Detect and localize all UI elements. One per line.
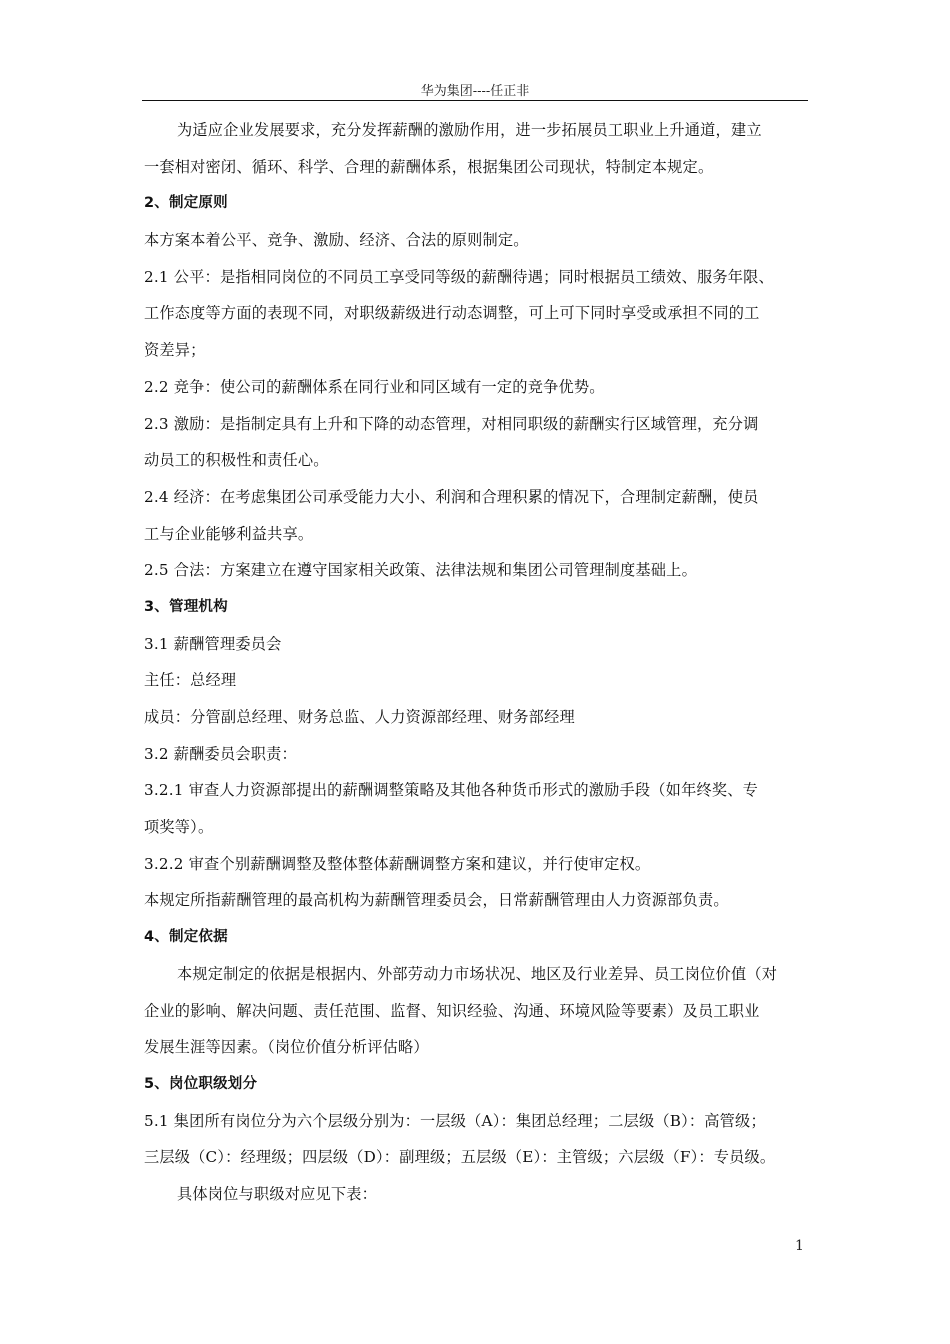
duty-3-2-1-line-2: 项奖等）。 xyxy=(144,818,214,837)
committee-title: 3.1 薪酬管理委员会 xyxy=(144,634,282,653)
committee-members: 成员：分管副总经理、财务总监、人力资源部经理、财务部经理 xyxy=(144,708,575,726)
page-number: 1 xyxy=(795,1238,804,1254)
section-5-heading: 5、岗位职级划分 xyxy=(144,1075,258,1092)
table-intro: 具体岗位与职级对应见下表： xyxy=(177,1184,378,1203)
page-header: 华为集团----任正非 xyxy=(420,84,530,99)
grade-division-line-2: 三层级（C）：经理级；四层级（D）：副理级；五层级（E）：主管级；六层级（F）：专员级。 xyxy=(144,1148,776,1167)
committee-duties-title: 3.2 薪酬委员会职责： xyxy=(144,744,297,763)
duty-3-2-1-line-1: 3.2.1 审查人力资源部提出的薪酬调整策略及其他各种货币形式的激励手段（如年终奖、专 xyxy=(144,781,759,800)
principle-2-3-line-1: 2.3 激励：是指制定具有上升和下降的动态管理，对相同职级的薪酬实行区域管理，充分调 xyxy=(144,414,759,433)
grade-division-line-1: 5.1 集团所有岗位分为六个层级分别为：一层级（A）：集团总经理；二层级（B）：高管级； xyxy=(144,1111,766,1130)
intro-line-2: 一套相对密闭、循环、科学、合理的薪酬体系，根据集团公司现状，特制定本规定。 xyxy=(144,157,714,176)
section-3-heading: 3、管理机构 xyxy=(144,598,228,615)
principle-2-5: 2.5 合法：方案建立在遵守国家相关政策、法律法规和集团公司管理制度基础上。 xyxy=(144,561,697,580)
principle-2-1-line-3: 资差异； xyxy=(144,341,206,360)
principle-2-1-line-1: 2.1 公平：是指相同岗位的不同员工享受同等级的薪酬待遇；同时根据员工绩效、服务年限、 xyxy=(144,267,774,286)
principle-2-1-line-2: 工作态度等方面的表现不同，对职级薪级进行动态调整，可上可下同时享受或承担不同的工 xyxy=(144,304,760,323)
principle-2-4-line-2: 工与企业能够利益共享。 xyxy=(144,524,314,543)
committee-director: 主任：总经理 xyxy=(144,671,237,690)
basis-line-1: 本规定制定的依据是根据内、外部劳动力市场状况、地区及行业差异、员工岗位价值（对 xyxy=(177,964,778,983)
header-divider xyxy=(142,100,808,101)
basis-line-3: 发展生涯等因素。（岗位价值分析评估略） xyxy=(144,1038,429,1057)
section-2-intro: 本方案本着公平、竞争、激励、经济、合法的原则制定。 xyxy=(144,231,529,250)
basis-line-2: 企业的影响、解决问题、责任范围、监督、知识经验、沟通、环境风险等要素）及员工职业 xyxy=(144,1001,760,1020)
section-4-heading: 4、制定依据 xyxy=(144,929,228,946)
section-2-heading: 2、制定原则 xyxy=(144,195,228,212)
duty-3-2-2: 3.2.2 审查个别薪酬调整及整体整体薪酬调整方案和建议，并行使审定权。 xyxy=(144,854,651,873)
document-body xyxy=(144,112,820,1213)
principle-2-2: 2.2 竞争：使公司的薪酬体系在同行业和同区域有一定的竞争优势。 xyxy=(144,377,605,396)
principle-2-3-line-2: 动员工的积极性和责任心。 xyxy=(144,451,329,470)
intro-line-1: 为适应企业发展要求，充分发挥薪酬的激励作用，进一步拓展员工职业上升通道，建立 xyxy=(177,121,762,139)
management-note: 本规定所指薪酬管理的最高机构为薪酬管理委员会，日常薪酬管理由人力资源部负责。 xyxy=(144,891,729,910)
principle-2-4-line-1: 2.4 经济：在考虑集团公司承受能力大小、利润和合理积累的情况下，合理制定薪酬，使员 xyxy=(144,487,759,506)
